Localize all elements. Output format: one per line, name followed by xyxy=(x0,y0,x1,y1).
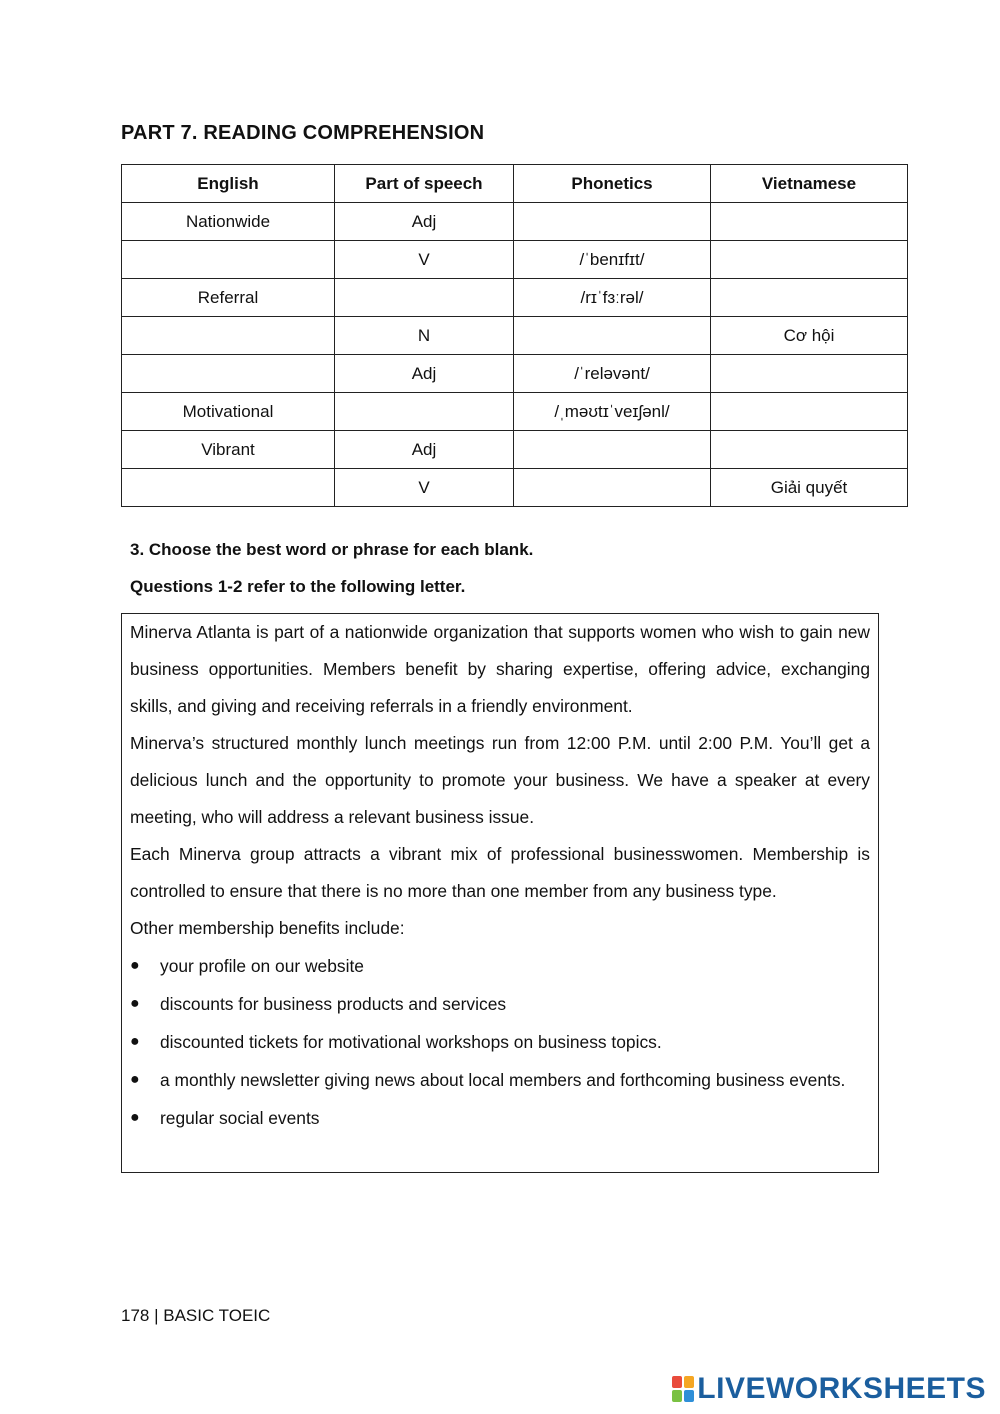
table-row xyxy=(122,279,908,317)
cell-english[interactable] xyxy=(122,469,335,507)
brand-name: LIVEWORKSHEETS xyxy=(697,1372,986,1405)
letter-paragraph: Each Minerva group attracts a vibrant mix of professional businesswomen. Membership is controlled to ensure that there is no more than one member from any business type. xyxy=(130,844,870,901)
cell-english[interactable] xyxy=(122,355,335,393)
list-item xyxy=(130,947,870,985)
table-row xyxy=(122,317,908,355)
table-header-row xyxy=(122,165,908,203)
cell-phonetics[interactable] xyxy=(514,469,711,507)
cell-english[interactable] xyxy=(122,317,335,355)
header-phonetics: Phonetics xyxy=(514,165,711,203)
cell-phonetics[interactable]: /ˌməʊtɪˈveɪʃənl/ xyxy=(514,393,711,431)
cell-part-of-speech[interactable]: V xyxy=(335,241,514,279)
cell-part-of-speech[interactable]: N xyxy=(335,317,514,355)
cell-part-of-speech[interactable]: V xyxy=(335,469,514,507)
exercise-instruction: 3. Choose the best word or phrase for each blank. xyxy=(130,540,534,559)
cell-phonetics[interactable]: /ˈreləvənt/ xyxy=(514,355,711,393)
list-item-text: discounted tickets for motivational workshops on business topics. xyxy=(160,1032,662,1052)
bullet-icon: ● xyxy=(130,957,140,974)
cell-english[interactable] xyxy=(122,241,335,279)
letter-paragraph: Other membership benefits include: xyxy=(130,918,405,938)
part-title: PART 7. READING COMPREHENSION xyxy=(121,122,485,144)
header-part-of-speech: Part of speech xyxy=(335,165,514,203)
list-item xyxy=(130,1099,870,1137)
cell-english[interactable]: Nationwide xyxy=(122,203,335,241)
cell-vietnamese[interactable] xyxy=(711,355,908,393)
list-item-text: regular social events xyxy=(160,1108,320,1128)
cell-phonetics[interactable] xyxy=(514,203,711,241)
bullet-icon: ● xyxy=(130,1033,140,1050)
list-item-text: discounts for business products and services xyxy=(160,994,507,1014)
header-english: English xyxy=(122,165,335,203)
table-row xyxy=(122,431,908,469)
list-item xyxy=(130,1023,870,1061)
cell-part-of-speech[interactable] xyxy=(335,393,514,431)
cell-phonetics[interactable] xyxy=(514,431,711,469)
table-row xyxy=(122,203,908,241)
cell-vietnamese[interactable] xyxy=(711,241,908,279)
cell-part-of-speech[interactable]: Adj xyxy=(335,355,514,393)
cell-vietnamese[interactable]: Cơ hội xyxy=(711,317,908,355)
cell-vietnamese[interactable] xyxy=(711,279,908,317)
cell-part-of-speech[interactable]: Adj xyxy=(335,203,514,241)
cell-english[interactable]: Referral xyxy=(122,279,335,317)
table-row xyxy=(122,469,908,507)
cell-phonetics[interactable]: /ˈbenɪfɪt/ xyxy=(514,241,711,279)
letter-paragraph: Minerva Atlanta is part of a nationwide organization that supports women who wish to gain new business opportunities. Members benefit by sharing expertise, offering advice, exchanging skills, and giving and receiving referrals in a friendly environment. xyxy=(130,622,870,716)
cell-vietnamese[interactable] xyxy=(711,431,908,469)
cell-phonetics[interactable] xyxy=(514,317,711,355)
list-item-text: your profile on our website xyxy=(160,956,364,976)
letter-box xyxy=(121,613,879,1173)
cell-phonetics[interactable]: /rɪˈfɜːrəl/ xyxy=(514,279,711,317)
cell-vietnamese[interactable]: Giải quyết xyxy=(711,469,908,507)
cell-vietnamese[interactable] xyxy=(711,203,908,241)
bullet-icon: ● xyxy=(130,995,140,1012)
cell-english[interactable]: Vibrant xyxy=(122,431,335,469)
list-item xyxy=(130,985,870,1023)
bullet-icon: ● xyxy=(130,1071,140,1088)
page-footer: 178 | BASIC TOEIC xyxy=(121,1306,271,1325)
cell-part-of-speech[interactable]: Adj xyxy=(335,431,514,469)
liveworksheets-brand[interactable] xyxy=(672,1372,986,1406)
table-row xyxy=(122,393,908,431)
letter-paragraph: Minerva’s structured monthly lunch meetings run from 12:00 P.M. until 2:00 P.M. You’ll get a delicious lunch and the opportunity to promote your business. We have a speaker at every meeting, who will address a relevant business issue. xyxy=(130,733,870,827)
cell-vietnamese[interactable] xyxy=(711,393,908,431)
bullet-icon: ● xyxy=(130,1109,140,1126)
cell-english[interactable]: Motivational xyxy=(122,393,335,431)
benefits-list xyxy=(130,947,870,1137)
questions-reference: Questions 1-2 refer to the following letter. xyxy=(130,577,466,596)
liveworksheets-logo-icon xyxy=(672,1376,694,1402)
list-item xyxy=(130,1061,870,1099)
cell-part-of-speech[interactable] xyxy=(335,279,514,317)
table-row xyxy=(122,241,908,279)
list-item-text: a monthly newsletter giving news about local members and forthcoming business events. xyxy=(160,1070,846,1090)
vocabulary-table xyxy=(121,164,908,507)
header-vietnamese: Vietnamese xyxy=(711,165,908,203)
table-row xyxy=(122,355,908,393)
